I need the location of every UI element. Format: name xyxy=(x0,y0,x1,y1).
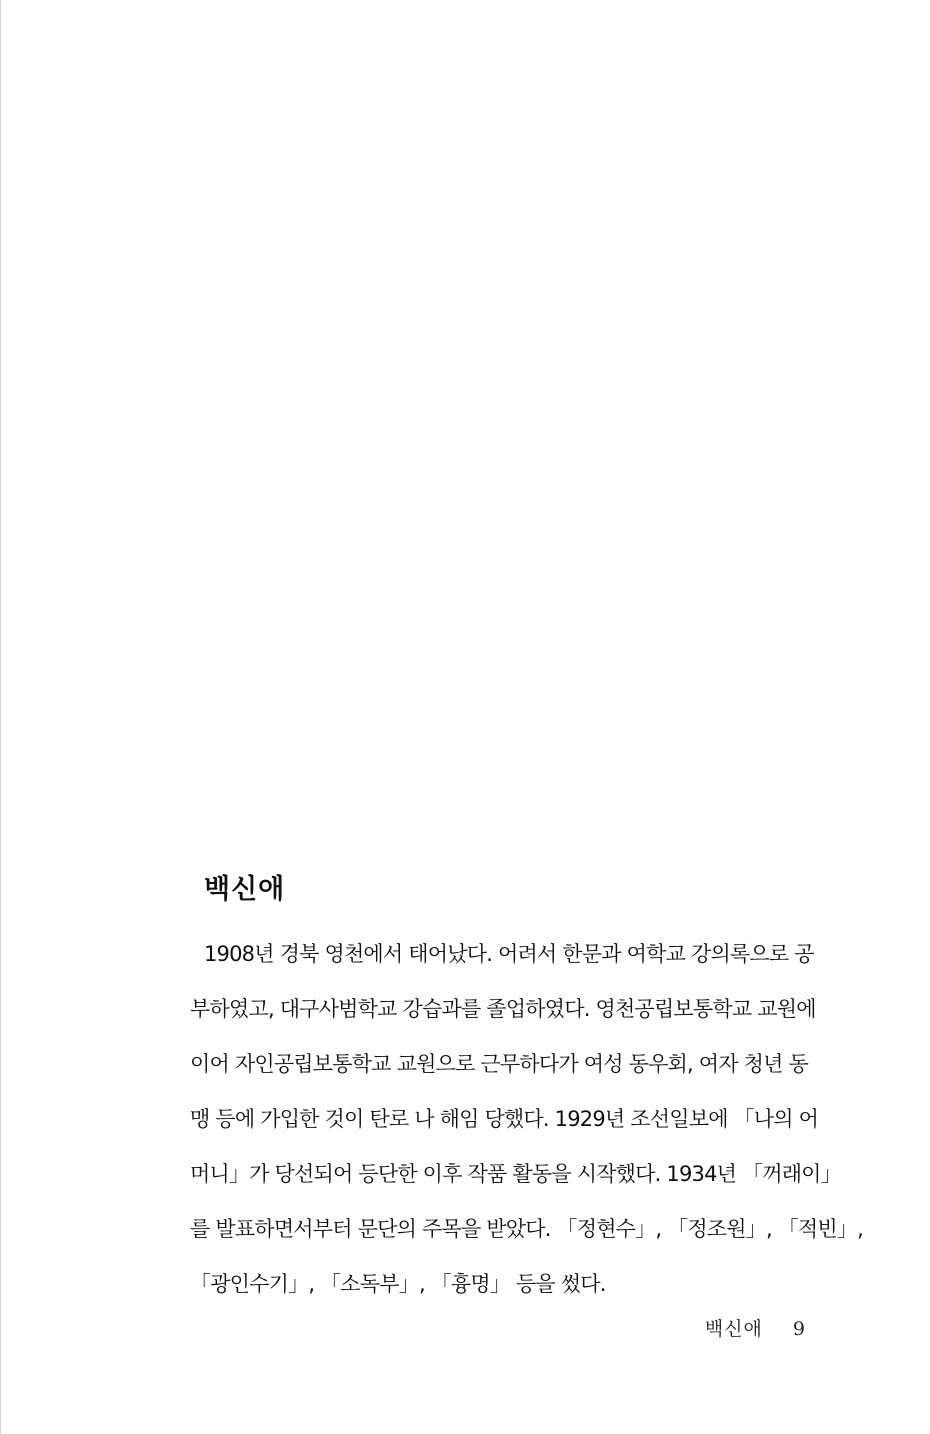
author-biography xyxy=(190,934,863,1319)
biography-line: 부하였고, 대구사범학교 강습과를 졸업하였다. 영천공립보통학교 교원에 xyxy=(190,997,816,1021)
running-title: 백신애 xyxy=(704,1318,763,1340)
biography-line: 를 발표하면서부터 문단의 주목을 받았다. 「정현수」, 「정조원」, 「적빈」, xyxy=(190,1217,863,1241)
biography-line: 머니」가 당선되어 등단한 이후 작품 활동을 시작했다. 1934년 「꺼래이」 xyxy=(190,1162,841,1186)
biography-line: 맹 등에 가입한 것이 탄로 나 해임 당했다. 1929년 조선일보에 「나의 어 xyxy=(190,1107,819,1131)
biography-line: 1908년 경북 영천에서 태어났다. 어려서 한문과 여학교 강의록으로 공 xyxy=(204,942,814,966)
page-edge-rule xyxy=(0,0,1,1434)
page-number: 9 xyxy=(792,1318,805,1340)
biography-line: 이어 자인공립보통학교 교원으로 근무하다가 여성 동우회, 여자 청년 동 xyxy=(190,1052,808,1076)
page-content xyxy=(190,0,863,1434)
page-footer xyxy=(705,1312,805,1346)
biography-line: 「광인수기」, 「소독부」, 「흉명」 등을 썼다. xyxy=(190,1272,606,1296)
author-heading: 백신애 xyxy=(204,874,286,905)
